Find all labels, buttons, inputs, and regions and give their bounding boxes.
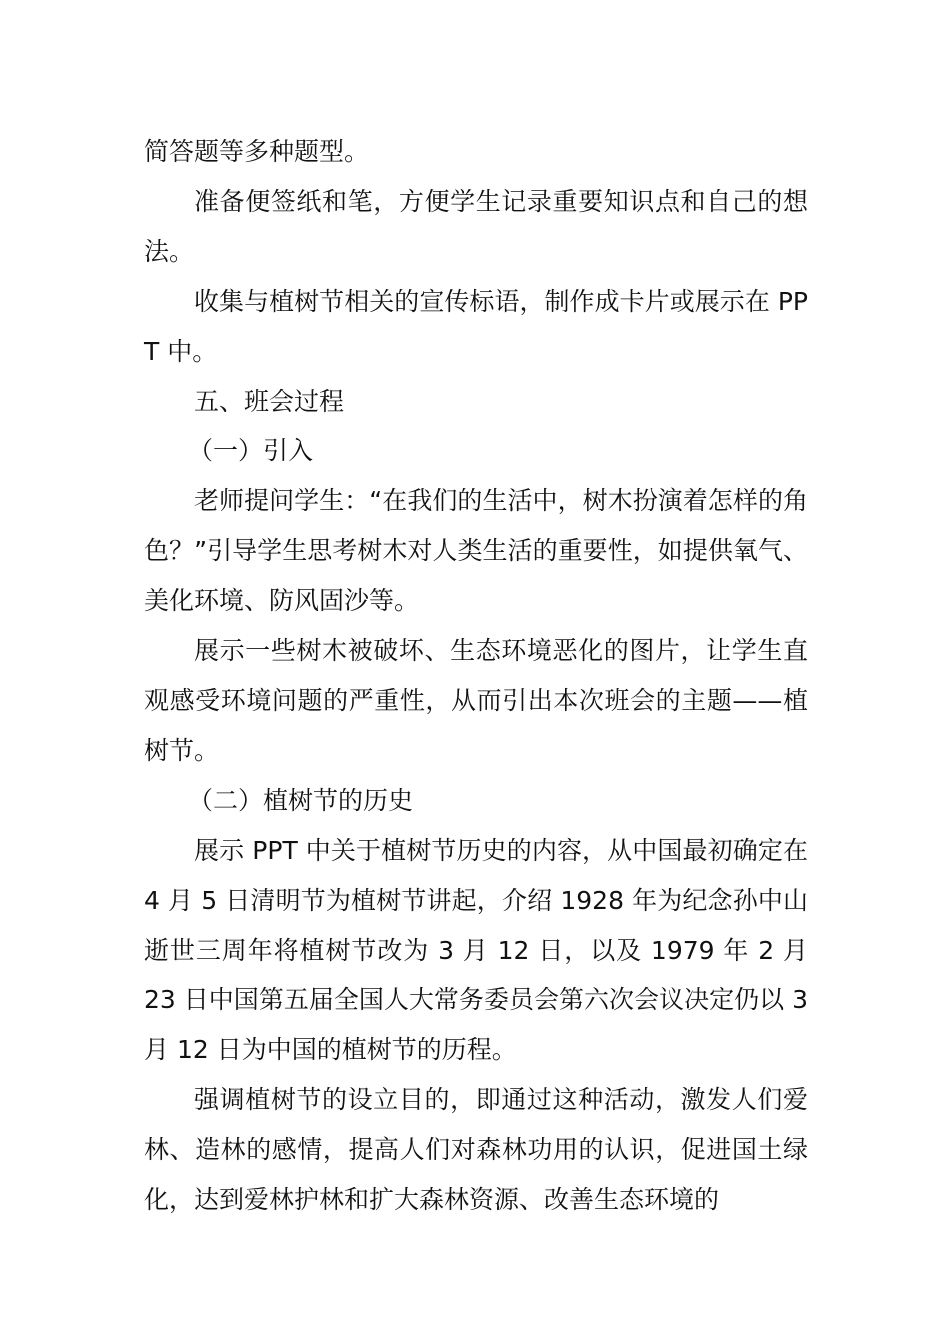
paragraph-teacher-question: 老师提问学生：“在我们的生活中，树木扮演着怎样的角色？”引导学生思考树木对人类生活的重要性，如提供氧气、美化环境、防风固沙等。 bbox=[144, 486, 808, 616]
section-heading-class-process: 五、班会过程 bbox=[194, 386, 345, 416]
paragraph-purpose: 强调植树节的设立目的，即通过这种活动，激发人们爱林、造林的感情，提高人们对森林功用的认识，促进国土绿化，达到爱林护林和扩大森林资源、改善生态环境的 bbox=[144, 1085, 808, 1215]
paragraph-prepare-notes: 准备便签纸和笔，方便学生记录重要知识点和自己的想法。 bbox=[144, 186, 808, 266]
paragraph-history-content: 展示 PPT 中关于植树节历史的内容，从中国最初确定在 4 月 5 日清明节为植树节讲起，介绍 1928 年为纪念孙中山逝世三周年将植树节改为 3 月 12 日，以及 1979 年 2 月 23 日中国第五届全国人大常务委员会第六次会议决定仍以 3 月 12 日为中国的植树节的历程。 bbox=[144, 835, 808, 1065]
paragraph-show-pictures: 展示一些树木被破坏、生态环境恶化的图片，让学生直观感受环境问题的严重性，从而引出本次班会的主题——植树节。 bbox=[144, 636, 808, 765]
document-body bbox=[144, 127, 808, 1225]
subheading-introduction: （一）引入 bbox=[188, 436, 314, 466]
paragraph-collect-slogans: 收集与植树节相关的宣传标语，制作成卡片或展示在 PPT 中。 bbox=[144, 286, 808, 366]
paragraph-question-types: 简答题等多种题型。 bbox=[144, 137, 370, 166]
subheading-arbor-day-history: （二）植树节的历史 bbox=[188, 785, 414, 815]
